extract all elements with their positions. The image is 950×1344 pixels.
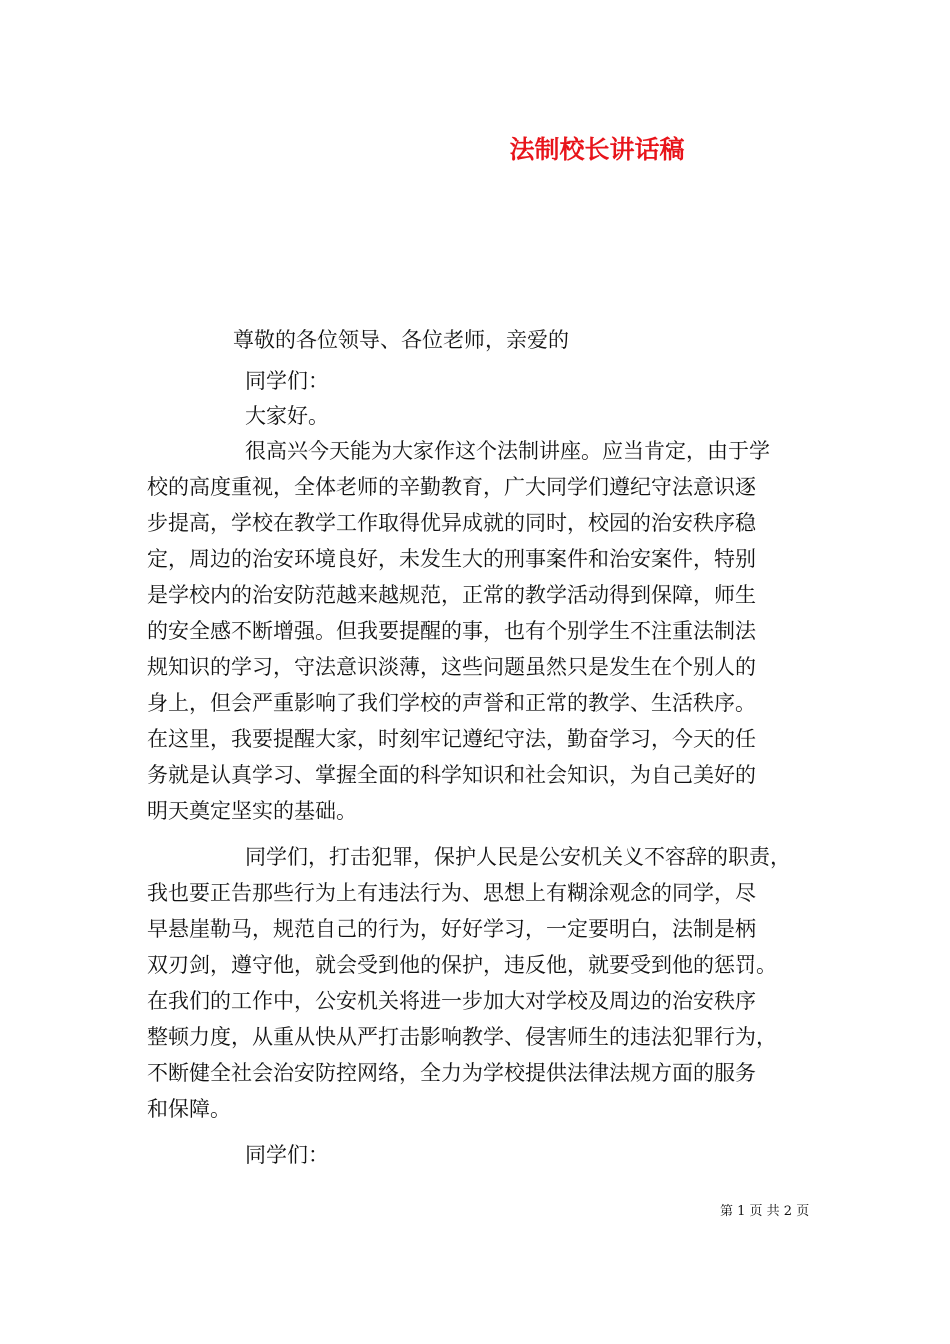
greeting-line: 大家好。 <box>245 404 329 428</box>
paragraph-1-line-8: 身上，但会严重影响了我们学校的声誉和正常的教学、生活秩序。 <box>147 691 756 715</box>
paragraph-1-line-4: 定，周边的治安环境良好，未发生大的刑事案件和治安案件，特别 <box>147 547 756 571</box>
paragraph-2-line-3: 早悬崖勒马，规范自己的行为，好好学习，一定要明白，法制是柄 <box>147 917 756 941</box>
paragraph-2-line-5: 在我们的工作中，公安机关将进一步加大对学校及周边的治安秩序 <box>147 989 756 1013</box>
paragraph-1-line-10: 务就是认真学习、掌握全面的科学知识和社会知识，为自己美好的 <box>147 763 756 787</box>
paragraph-1-line-9: 在这里，我要提醒大家，时刻牢记遵纪守法，勤奋学习，今天的任 <box>147 727 756 751</box>
paragraph-1-line-2: 校的高度重视，全体老师的辛勤教育，广大同学们遵纪守法意识逐 <box>147 475 756 499</box>
paragraph-2-line-1: 同学们，打击犯罪，保护人民是公安机关义不容辞的职责， <box>245 845 791 869</box>
paragraph-1-line-7: 规知识的学习，守法意识淡薄，这些问题虽然只是发生在个别人的 <box>147 655 756 679</box>
paragraph-2-line-6: 整顿力度，从重从快从严打击影响教学、侵害师生的违法犯罪行为， <box>147 1025 777 1049</box>
paragraph-2-line-7: 不断健全社会治安防控网络，全力为学校提供法律法规方面的服务 <box>147 1061 756 1085</box>
paragraph-2-line-8: 和保障。 <box>147 1097 231 1121</box>
paragraph-1-line-1: 很高兴今天能为大家作这个法制讲座。应当肯定，由于学 <box>245 439 770 463</box>
salutation-line-1: 尊敬的各位领导、各位老师，亲爱的 <box>233 328 569 352</box>
salutation-line-2: 同学们： <box>245 369 329 393</box>
document-title: 法制校长讲话稿 <box>509 135 685 164</box>
page-indicator: 第 1 页 共 2 页 <box>720 1204 810 1219</box>
paragraph-2-line-4: 双刃剑，遵守他，就会受到他的保护，违反他，就要受到他的惩罚。 <box>147 953 777 977</box>
paragraph-1-line-5: 是学校内的治安防范越来越规范，正常的教学活动得到保障，师生 <box>147 583 756 607</box>
paragraph-2-line-2: 我也要正告那些行为上有违法行为、思想上有糊涂观念的同学，尽 <box>147 881 756 905</box>
paragraph-1-line-11: 明天奠定坚实的基础。 <box>147 799 357 823</box>
paragraph-1-line-3: 步提高，学校在教学工作取得优异成就的同时，校园的治安秩序稳 <box>147 511 756 535</box>
paragraph-1-line-6: 的安全感不断增强。但我要提醒的事，也有个别学生不注重法制法 <box>147 619 756 643</box>
closing-salutation: 同学们： <box>245 1143 329 1167</box>
